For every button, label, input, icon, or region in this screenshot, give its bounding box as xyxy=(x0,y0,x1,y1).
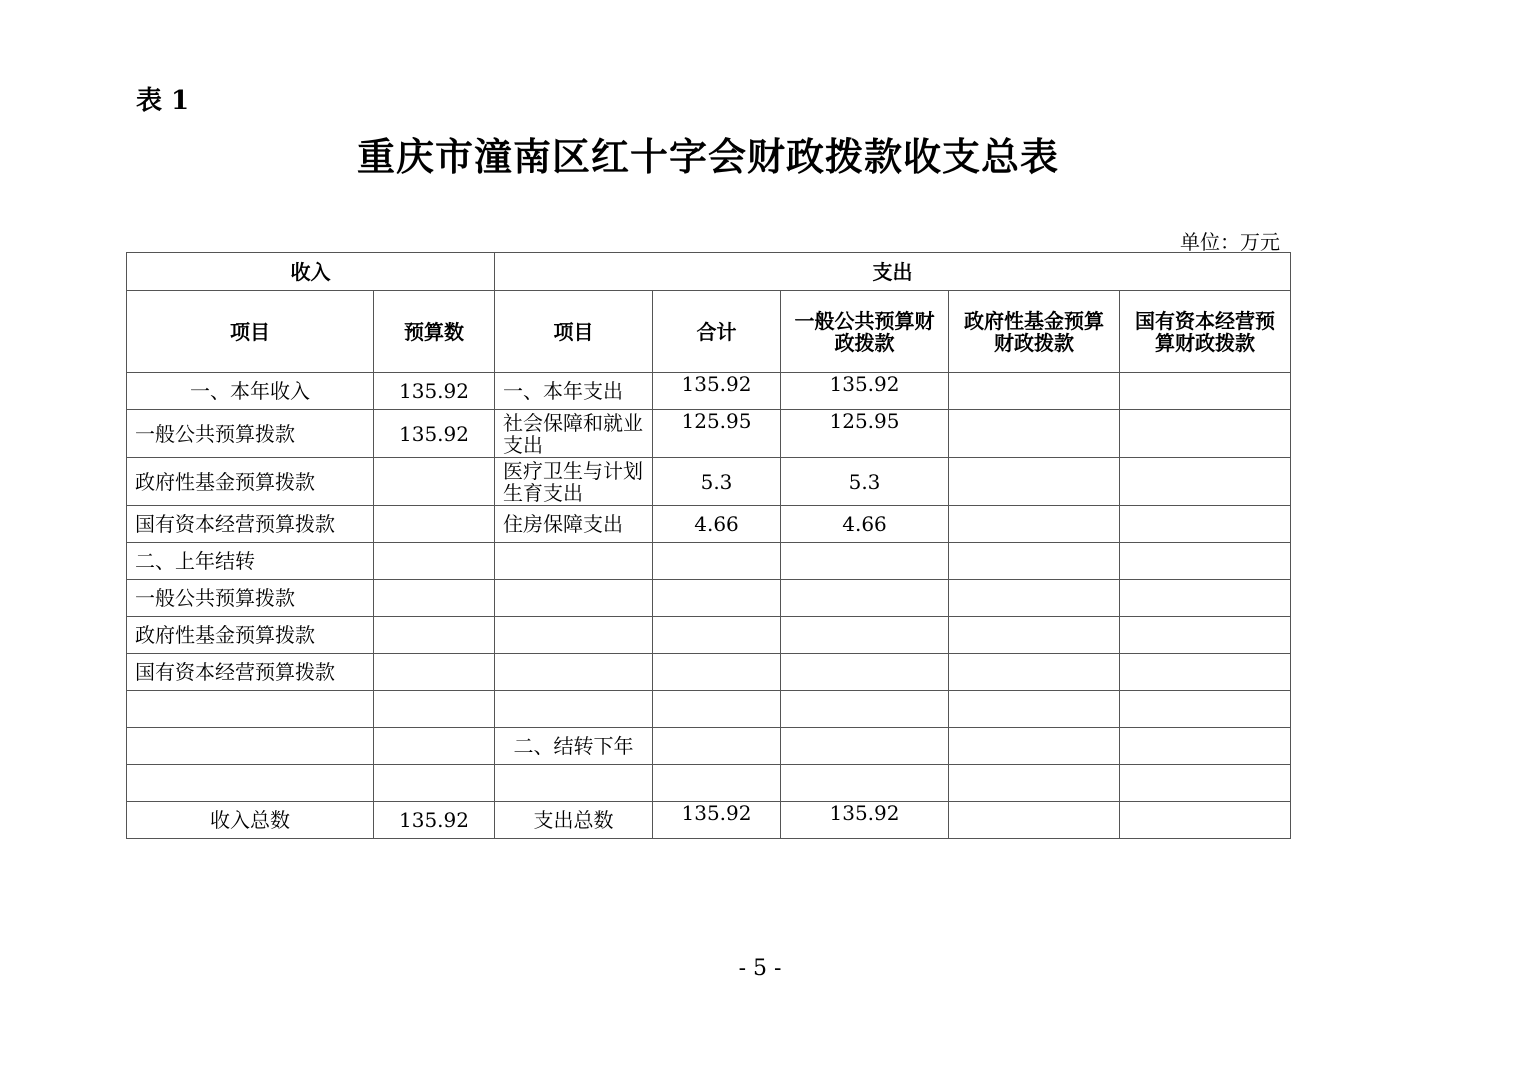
document-title: 重庆市潼南区红十字会财政拨款收支总表 xyxy=(356,134,1059,179)
expense-state-capital xyxy=(1120,654,1291,691)
expense-state-capital xyxy=(1120,543,1291,580)
col-header-gov-fund: 政府性基金预算财政拨款 xyxy=(949,291,1120,373)
income-budget xyxy=(374,728,495,765)
expense-general: 4.66 xyxy=(781,506,949,543)
expense-state-capital xyxy=(1120,373,1291,410)
income-budget xyxy=(374,654,495,691)
expense-item xyxy=(495,543,653,580)
header-row-columns xyxy=(127,291,1291,373)
expense-item: 社会保障和就业支出 xyxy=(495,410,653,458)
expense-gov-fund xyxy=(949,506,1120,543)
expense-state-capital xyxy=(1120,617,1291,654)
expense-item xyxy=(495,765,653,802)
table-row xyxy=(127,543,1291,580)
expense-general xyxy=(781,765,949,802)
expense-gov-fund xyxy=(949,580,1120,617)
expense-item: 住房保障支出 xyxy=(495,506,653,543)
expense-header: 支出 xyxy=(495,253,1291,291)
expense-item xyxy=(495,617,653,654)
expense-item: 医疗卫生与计划生育支出 xyxy=(495,458,653,506)
income-item: 政府性基金预算拨款 xyxy=(127,458,374,506)
expense-general: 135.92 xyxy=(781,373,949,410)
expense-gov-fund xyxy=(949,373,1120,410)
income-item: 二、上年结转 xyxy=(127,543,374,580)
expense-gov-fund-total xyxy=(949,802,1120,839)
income-header: 收入 xyxy=(127,253,495,291)
expense-total xyxy=(653,654,781,691)
income-item: 政府性基金预算拨款 xyxy=(127,617,374,654)
expense-item xyxy=(495,654,653,691)
income-item xyxy=(127,691,374,728)
expense-state-capital xyxy=(1120,691,1291,728)
income-budget xyxy=(374,580,495,617)
expense-gov-fund xyxy=(949,410,1120,458)
expense-total: 125.95 xyxy=(653,410,781,458)
expense-state-capital xyxy=(1120,580,1291,617)
expense-item xyxy=(495,580,653,617)
income-budget xyxy=(374,543,495,580)
income-item: 一般公共预算拨款 xyxy=(127,410,374,458)
col-header-budget: 预算数 xyxy=(374,291,495,373)
expense-gov-fund xyxy=(949,543,1120,580)
total-row xyxy=(127,802,1291,839)
income-budget: 135.92 xyxy=(374,373,495,410)
table-number: 表 1 xyxy=(136,86,190,116)
expense-total xyxy=(653,617,781,654)
col-header-income-item: 项目 xyxy=(127,291,374,373)
col-header-total: 合计 xyxy=(653,291,781,373)
income-budget xyxy=(374,506,495,543)
table-row xyxy=(127,458,1291,506)
unit-label: 单位：万元 xyxy=(1180,230,1280,254)
expense-general xyxy=(781,691,949,728)
expense-total xyxy=(653,580,781,617)
income-item: 国有资本经营预算拨款 xyxy=(127,654,374,691)
expense-state-capital xyxy=(1120,728,1291,765)
table-row xyxy=(127,580,1291,617)
expense-gov-fund xyxy=(949,691,1120,728)
income-total-label: 收入总数 xyxy=(127,802,374,839)
income-budget xyxy=(374,691,495,728)
header-row-top xyxy=(127,253,1291,291)
expense-general-total: 135.92 xyxy=(781,802,949,839)
expense-gov-fund xyxy=(949,765,1120,802)
expense-total-value: 135.92 xyxy=(653,802,781,839)
expense-state-capital xyxy=(1120,765,1291,802)
page-number: - 5 - xyxy=(738,956,782,981)
income-item xyxy=(127,765,374,802)
expense-item xyxy=(495,691,653,728)
expense-total xyxy=(653,543,781,580)
expense-state-capital xyxy=(1120,458,1291,506)
expense-general: 5.3 xyxy=(781,458,949,506)
expense-total xyxy=(653,765,781,802)
income-budget xyxy=(374,458,495,506)
expense-item: 一、本年支出 xyxy=(495,373,653,410)
table-row xyxy=(127,506,1291,543)
income-budget: 135.92 xyxy=(374,410,495,458)
expense-general xyxy=(781,728,949,765)
expense-general: 125.95 xyxy=(781,410,949,458)
budget-table xyxy=(126,252,1291,839)
income-budget xyxy=(374,765,495,802)
expense-general xyxy=(781,654,949,691)
expense-total xyxy=(653,691,781,728)
table-row xyxy=(127,373,1291,410)
income-budget xyxy=(374,617,495,654)
table-row xyxy=(127,617,1291,654)
table-row xyxy=(127,728,1291,765)
expense-gov-fund xyxy=(949,728,1120,765)
expense-total xyxy=(653,728,781,765)
expense-total-label: 支出总数 xyxy=(495,802,653,839)
income-item: 国有资本经营预算拨款 xyxy=(127,506,374,543)
income-item xyxy=(127,728,374,765)
expense-state-capital xyxy=(1120,410,1291,458)
col-header-expense-item: 项目 xyxy=(495,291,653,373)
table-row xyxy=(127,691,1291,728)
expense-gov-fund xyxy=(949,654,1120,691)
col-header-state-capital: 国有资本经营预算财政拨款 xyxy=(1120,291,1291,373)
income-item: 一、本年收入 xyxy=(127,373,374,410)
expense-total: 4.66 xyxy=(653,506,781,543)
expense-state-capital xyxy=(1120,506,1291,543)
expense-general xyxy=(781,580,949,617)
income-total-value: 135.92 xyxy=(374,802,495,839)
expense-gov-fund xyxy=(949,458,1120,506)
table-row xyxy=(127,654,1291,691)
income-item: 一般公共预算拨款 xyxy=(127,580,374,617)
expense-total: 5.3 xyxy=(653,458,781,506)
col-header-general-budget: 一般公共预算财政拨款 xyxy=(781,291,949,373)
table-row xyxy=(127,765,1291,802)
expense-gov-fund xyxy=(949,617,1120,654)
expense-total: 135.92 xyxy=(653,373,781,410)
expense-general xyxy=(781,617,949,654)
table-row xyxy=(127,410,1291,458)
expense-general xyxy=(781,543,949,580)
expense-item: 二、结转下年 xyxy=(495,728,653,765)
expense-state-capital-total xyxy=(1120,802,1291,839)
